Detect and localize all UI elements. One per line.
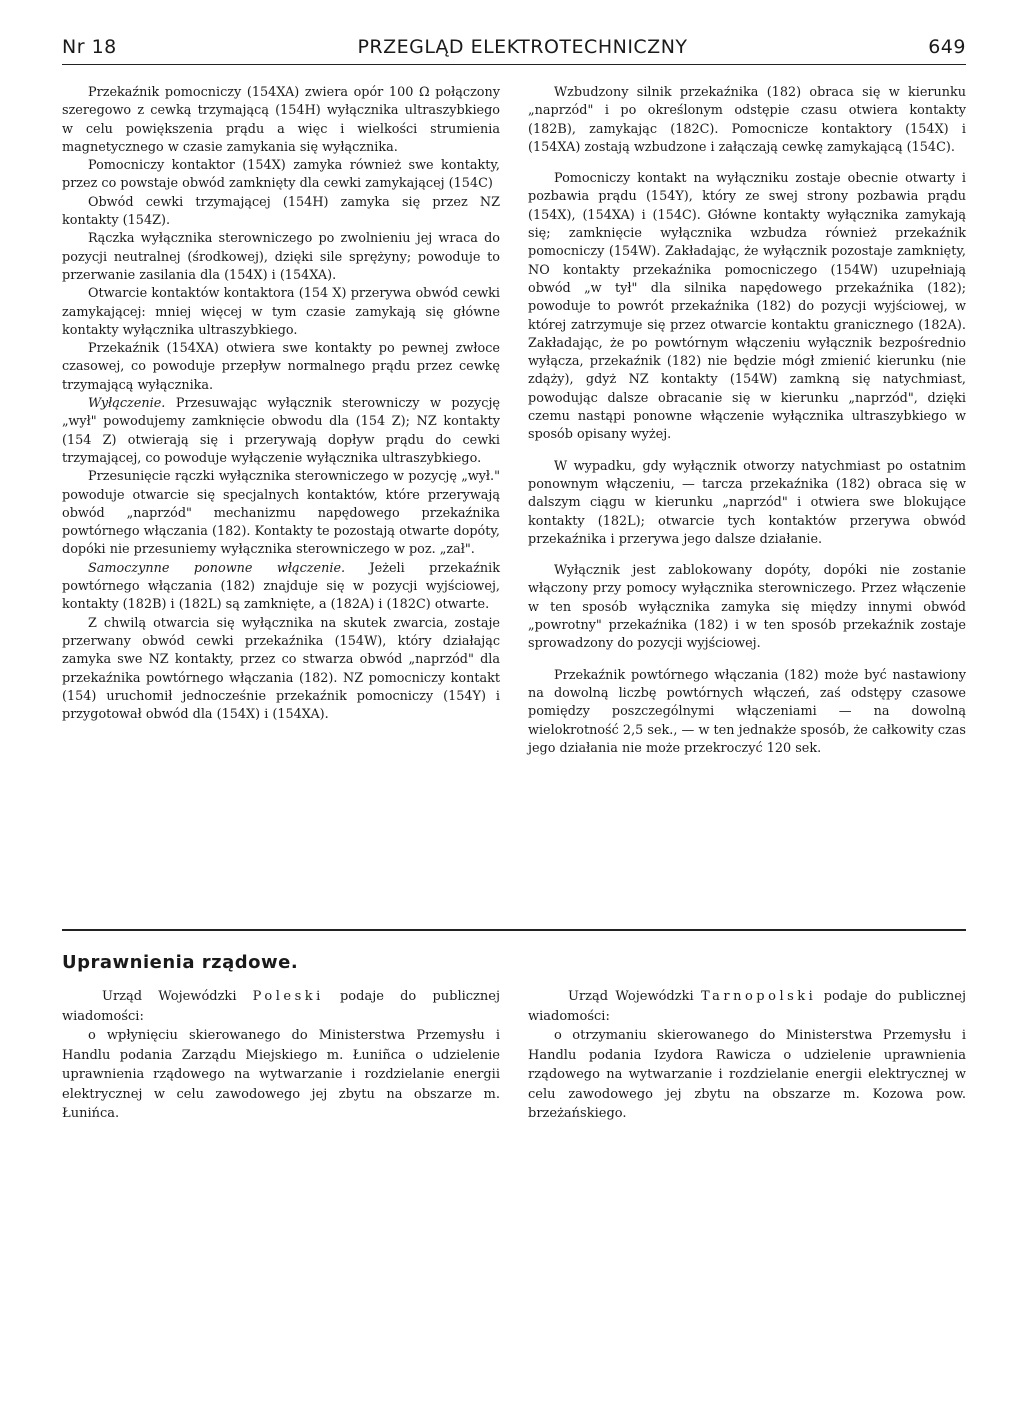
notice-intro	[62, 987, 500, 1026]
paragraph: Przesunięcie rączki wyłącznika sterowniczego w pozycję „wył." powoduje otwarcie się specjalnych kontaktów, które przerywają obwód „naprzód" mechanizmu napędowego przekaźnika powtórnego włączania (182). Kontakty te pozostają otwarte dopóty, dopóki nie przesuniemy wyłącznika sterowniczego w poz. „zał".	[62, 469, 500, 558]
notice-intro	[528, 987, 966, 1026]
paragraph: Przekaźnik powtórnego włączania (182) może być nastawiony na dowolną liczbę powtórnych włączeń, zaś odstępy czasowe pomiędzy poszczególnymi włączeniami — na dowolną wielokrotność 2,5 sek., — w ten jednakże sposób, że całkowity czas jego działania nie może przekroczyć 120 sek.	[528, 667, 966, 756]
left-column	[62, 84, 500, 724]
notice-body: o otrzymaniu skierowanego do Ministerstwa Przemysłu i Handlu podania Izydora Rawicza o udzielenie uprawnienia rządowego na wytwarzanie i rozdzielanie energii elektrycznej w celu zawodowego jej zbytu na obszarze m. Kozowa pow. brzeżańskiego.	[528, 1028, 966, 1121]
paragraph	[62, 560, 500, 615]
page-number: 649	[928, 36, 966, 58]
paragraph: Z chwilą otwarcia się wyłącznika na skutek zwarcia, zostaje przerwany obwód cewki przekaźnika (154W), który działając zamyka swe NZ kontakty, przez co stwarza obwód „naprzód" dla przekaźnika powtórnego włączania (182). NZ pomocniczy kontakt (154) uruchomił jednocześnie przekaźnik pomocniczy (154Y) i przygotował obwód dla (154X) i (154XA).	[62, 615, 500, 723]
paragraph: Przekaźnik pomocniczy (154XA) zwiera opór 100 Ω połączony szeregowo z cewką trzymającą (154H) wyłącznika ultraszybkiego w celu powiększenia prądu a więc i wielkości strumienia magnetycznego w czasie zamykania się wyłącznika.	[62, 85, 500, 155]
paragraph: Pomocniczy kontakt na wyłączniku zostaje obecnie otwarty i pozbawia prądu (154Y), który ze swej strony pozbawia prądu (154X), (154XA) i (154C). Główne kontakty wyłącznika zamykają się; zamknięcie wyłącznika wzbudza również przekaźnik pomocniczy (154W). Zakładając, że wyłącznik pozostaje zamknięty, NO kontakty przekaźnika pomocniczego (154W) uzupełniają obwód „w tył" dla silnika napędowego przekaźnika (182); powoduje to powrót przekaźnika (182) do pozycji wyjściowej, w której zatrzymuje się przez otwarcie kontaktu granicznego (182A). Zakładając, że po powtórnym włączeniu wyłącznik bezpośrednio wyłącza, przekaźnik (182) nie będzie mógł zmienić kierunku (nie zdąży), gdyż NZ kontakty (154W) zamkną się natychmiast, powodując dalsze obracanie się w kierunku „naprzód", dzięki czemu nastąpi ponowne włączenie wyłącznika ultraszybkiego w sposób opisany wyżej.	[528, 171, 966, 443]
page-header	[62, 36, 966, 58]
notice-poleski	[62, 987, 500, 1124]
paragraph-text: Przesuwając wyłącznik sterowniczy w pozycję „wył" powodujemy zamknięcie obwodu dla (154 Z); NZ kontakty (154 Z) otwierają się i przerywają dopływ prądu do cewki trzymającej, co powoduje wyłączenie wyłącznika ultraszybkiego.	[62, 396, 500, 466]
right-column	[528, 84, 966, 758]
section-title: Uprawnienia rządowe.	[62, 952, 299, 973]
notice-intro-text: podaje do publicznej wiadomości:	[528, 989, 966, 1024]
paragraph: Rączka wyłącznika sterowniczego po zwolnieniu jej wraca do pozycji neutralnej (środkowej), dzięki sile sprężyny; powoduje to przerwanie zasilania dla (154X) i (154XA).	[62, 231, 500, 283]
section-divider	[62, 929, 966, 931]
paragraph-lead: Wyłączenie.	[88, 396, 166, 412]
paragraph: Wzbudzony silnik przekaźnika (182) obraca się w kierunku „naprzód" i po określonym odstępie czasu otwiera kontakty (182B), zamykając (182C). Pomocnicze kontaktory (154X) i (154XA) zostają wzbudzone i załączają cewkę zamykającą (154C).	[528, 85, 966, 155]
paragraph: Obwód cewki trzymającej (154H) zamyka się przez NZ kontakty (154Z).	[62, 194, 500, 229]
office-name: Poleski	[252, 989, 324, 1004]
paragraph: W wypadku, gdy wyłącznik otworzy natychmiast po ostatnim ponownym włączeniu, — tarcza przekaźnika (182) obraca się w dalszym ciągu w kierunku „naprzód" i otwiera swe blokujące kontakty (182L); otwarcie tych kontaktów przerywa obwód przekaźnika i przerywa jego dalsze działanie.	[528, 458, 966, 547]
office-name: Tarnopolski	[700, 989, 817, 1004]
notice-tarnopolski	[528, 987, 966, 1124]
paragraph: Otwarcie kontaktów kontaktora (154 X) przerywa obwód cewki zamykającej: mniej więcej w tym czasie zamykają się główne kontakty wyłącznika ultraszybkiego.	[62, 286, 500, 338]
notice-intro-text: Urząd Wojewódzki	[568, 989, 701, 1004]
notice-intro-text: podaje do publicznej wiadomości:	[62, 989, 500, 1024]
journal-title: PRZEGLĄD ELEKTROTECHNICZNY	[357, 36, 688, 58]
paragraph: Pomocniczy kontaktor (154X) zamyka również swe kontakty, przez co powstaje obwód zamknięty dla cewki zamykającej (154C)	[62, 158, 500, 192]
issue-number: Nr 18	[62, 36, 117, 58]
notice-body: o wpłynięciu skierowanego do Ministerstwa Przemysłu i Handlu podania Zarządu Miejskiego m. Łuniñca o udzielenie uprawnienia rządowego na wytwarzanie i rozdzielanie energii elektrycznej w celu zawodowego jej zbytu na obszarze m. Łunińca.	[62, 1028, 500, 1121]
paragraph: Wyłącznik jest zablokowany dopóty, dopóki nie zostanie włączony przy pomocy wyłącznika sterowniczego. Przez włączenie w ten sposób wyłącznika zamyka się między innymi obwód „powrotny" przekaźnika (182) i w ten sposób przekaźnik zostaje sprowadzony do pozycji wyjściowej.	[528, 563, 966, 652]
paragraph	[62, 395, 500, 468]
header-rule	[62, 64, 966, 65]
paragraph: Przekaźnik (154XA) otwiera swe kontakty po pewnej zwłoce czasowej, co powoduje przepływ normalnego prądu przez cewkę trzymającą wyłącznika.	[62, 341, 500, 393]
notice-intro-text: Urząd Wojewódzki	[102, 989, 253, 1004]
paragraph-lead: Samoczynne ponowne włączenie.	[88, 560, 346, 576]
paragraph-text: Jeżeli przekaźnik powtórnego włączania (182) znajduje się w pozycji wyjściowej, kontakty (182B) i (182L) są zamknięte, a (182A) i (182C) otwarte.	[62, 560, 500, 613]
